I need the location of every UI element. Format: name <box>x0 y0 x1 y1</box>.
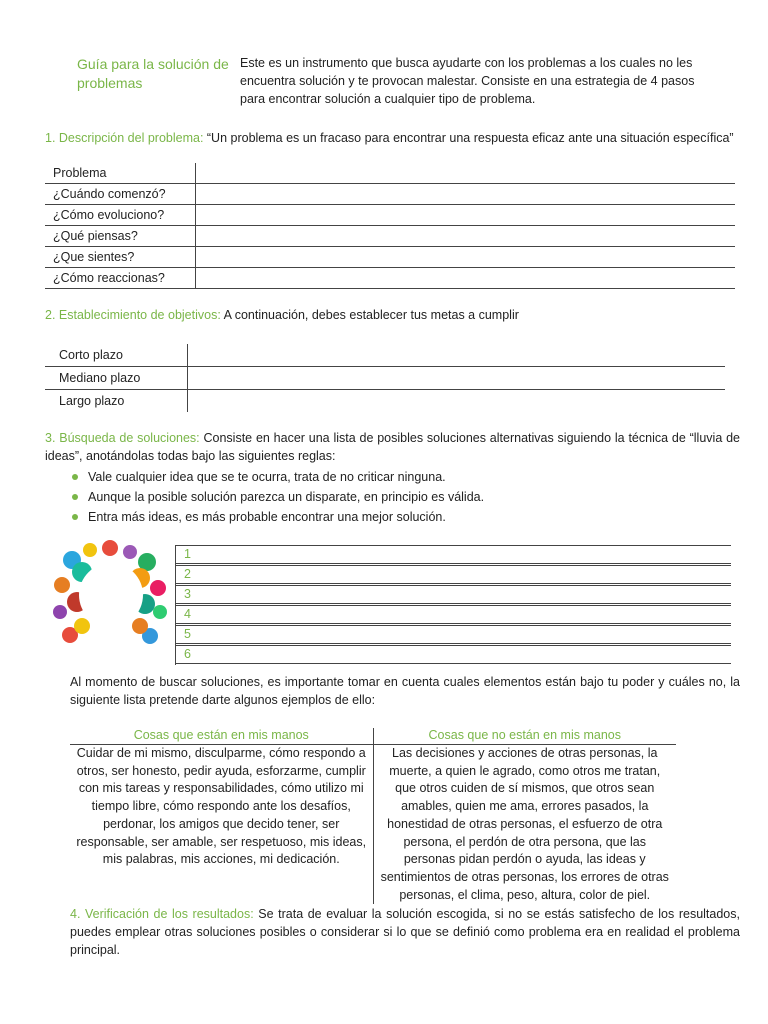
table-row <box>45 344 725 367</box>
left-column-text: Cuidar de mi mismo, disculparme, cómo respondo a otros, ser honesto, pedir ayuda, esforzarme, cumplir con mis tareas y responsabilidades, cómo utilizo mi tiempo libre, cómo respondo ante los desafíos, perdonar, los amigos que decido tener, ser responsable, ser amable, ser respetuoso, mis ideas, mis palabras, mis acciones, mi dedicación. <box>70 745 374 904</box>
lightbulb-icon <box>52 540 170 670</box>
rule-text: Vale cualquier idea que se te ocurra, trata de no criticar ninguna. <box>88 470 446 484</box>
bullet-icon <box>72 474 78 480</box>
table-row <box>45 247 735 268</box>
step1-heading: 1. Descripción del problema: <box>45 131 204 145</box>
table-row <box>45 163 735 184</box>
step4-heading: 4. Verificación de los resultados: <box>70 907 254 921</box>
columns-body <box>70 745 676 904</box>
intro-text: Este es un instrumento que busca ayudarte con los problemas a los cuales no les encuentra solución y te provocan malestar. Consiste en una estrategia de 4 pasos para encontrar solución a cualquier tipo de problema. <box>240 56 695 106</box>
row-label: ¿Cómo evoluciono? <box>45 205 196 226</box>
list-item <box>70 467 484 487</box>
idea-line[interactable]: 5 <box>176 625 731 644</box>
table-row <box>45 268 735 289</box>
list-item <box>70 487 484 507</box>
step1-description <box>45 129 740 147</box>
row-label: Mediano plazo <box>45 367 188 390</box>
rules-list <box>70 467 484 527</box>
idea-line[interactable]: 6 <box>176 645 731 664</box>
step2-objectives <box>45 306 740 324</box>
answer-field[interactable] <box>196 268 736 289</box>
answer-field[interactable] <box>196 205 736 226</box>
table-row <box>45 367 725 390</box>
list-item <box>70 507 484 527</box>
row-label: Largo plazo <box>45 390 188 413</box>
row-label: ¿Que sientes? <box>45 247 196 268</box>
answer-field[interactable] <box>196 226 736 247</box>
idea-line[interactable]: 2 <box>176 565 731 584</box>
columns-header <box>70 728 676 745</box>
right-column-head: Cosas que no están en mis manos <box>428 728 621 742</box>
table-row <box>45 226 735 247</box>
step3-solutions <box>45 429 740 465</box>
right-column-text: Las decisiones y acciones de otras personas, la muerte, a quien le agrado, como otros me tratan, que otros cuiden de sí mismos, que otros sean amables, quien me ama, errores pasados, la honestidad de otras personas, el esfuerzo de otra persona, el perdón de otra persona, que las personas pidan perdón o ayuda, las ideas y sentimientos de otras personas, los errores de otras personas, el clima, peso, altura, color de piel. <box>380 746 669 902</box>
answer-field[interactable] <box>196 163 736 184</box>
row-label: Problema <box>45 163 196 184</box>
answer-field[interactable] <box>188 367 726 390</box>
step3-heading: 3. Búsqueda de soluciones: <box>45 431 200 445</box>
bullet-icon <box>72 494 78 500</box>
row-label: ¿Qué piensas? <box>45 226 196 247</box>
answer-field[interactable] <box>196 247 736 268</box>
rule-text: Entra más ideas, es más probable encontrar una mejor solución. <box>88 510 446 524</box>
rule-text: Aunque la posible solución parezca un disparate, en principio es válida. <box>88 490 485 504</box>
step2-heading: 2. Establecimiento de objetivos: <box>45 308 221 322</box>
left-column-head: Cosas que están en mis manos <box>70 728 374 744</box>
row-label: ¿Cuándo comenzó? <box>45 184 196 205</box>
step4-text: Se trata de evaluar la solución escogida, si no se estás satisfecho de los resultados, puedes emplear otras soluciones posibles o considerar si lo que se definió como problema era en realidad el problema principal. <box>70 907 740 957</box>
idea-line[interactable]: 3 <box>176 585 731 604</box>
step1-text: “Un problema es un fracaso para encontrar una respuesta eficaz ante una situación específica” <box>203 131 734 145</box>
idea-line[interactable]: 1 <box>176 545 731 564</box>
answer-field[interactable] <box>188 390 726 413</box>
bullet-icon <box>72 514 78 520</box>
problem-table <box>45 163 735 289</box>
objectives-table <box>45 344 725 412</box>
row-label: ¿Cómo reaccionas? <box>45 268 196 289</box>
table-row <box>45 184 735 205</box>
step2-text: A continuación, debes establecer tus metas a cumplir <box>220 308 519 322</box>
idea-line[interactable]: 4 <box>176 605 731 624</box>
table-row <box>45 390 725 413</box>
control-paragraph: Al momento de buscar soluciones, es importante tomar en cuenta cuales elementos están bajo tu poder y cuáles no, la siguiente lista pretende darte algunos ejemplos de ello: <box>70 675 740 707</box>
control-columns <box>70 728 676 904</box>
page-title: Guía para la solución de problemas <box>77 56 229 91</box>
ideas-list <box>175 545 731 665</box>
answer-field[interactable] <box>196 184 736 205</box>
answer-field[interactable] <box>188 344 726 367</box>
table-row <box>45 205 735 226</box>
step3-text: Consiste en hacer una lista de posibles soluciones alternativas siguiendo la técnica de “lluvia de ideas”, anotándolas todas bajo las siguientes reglas: <box>45 431 740 463</box>
row-label: Corto plazo <box>45 344 188 367</box>
step4-verification <box>70 905 740 959</box>
